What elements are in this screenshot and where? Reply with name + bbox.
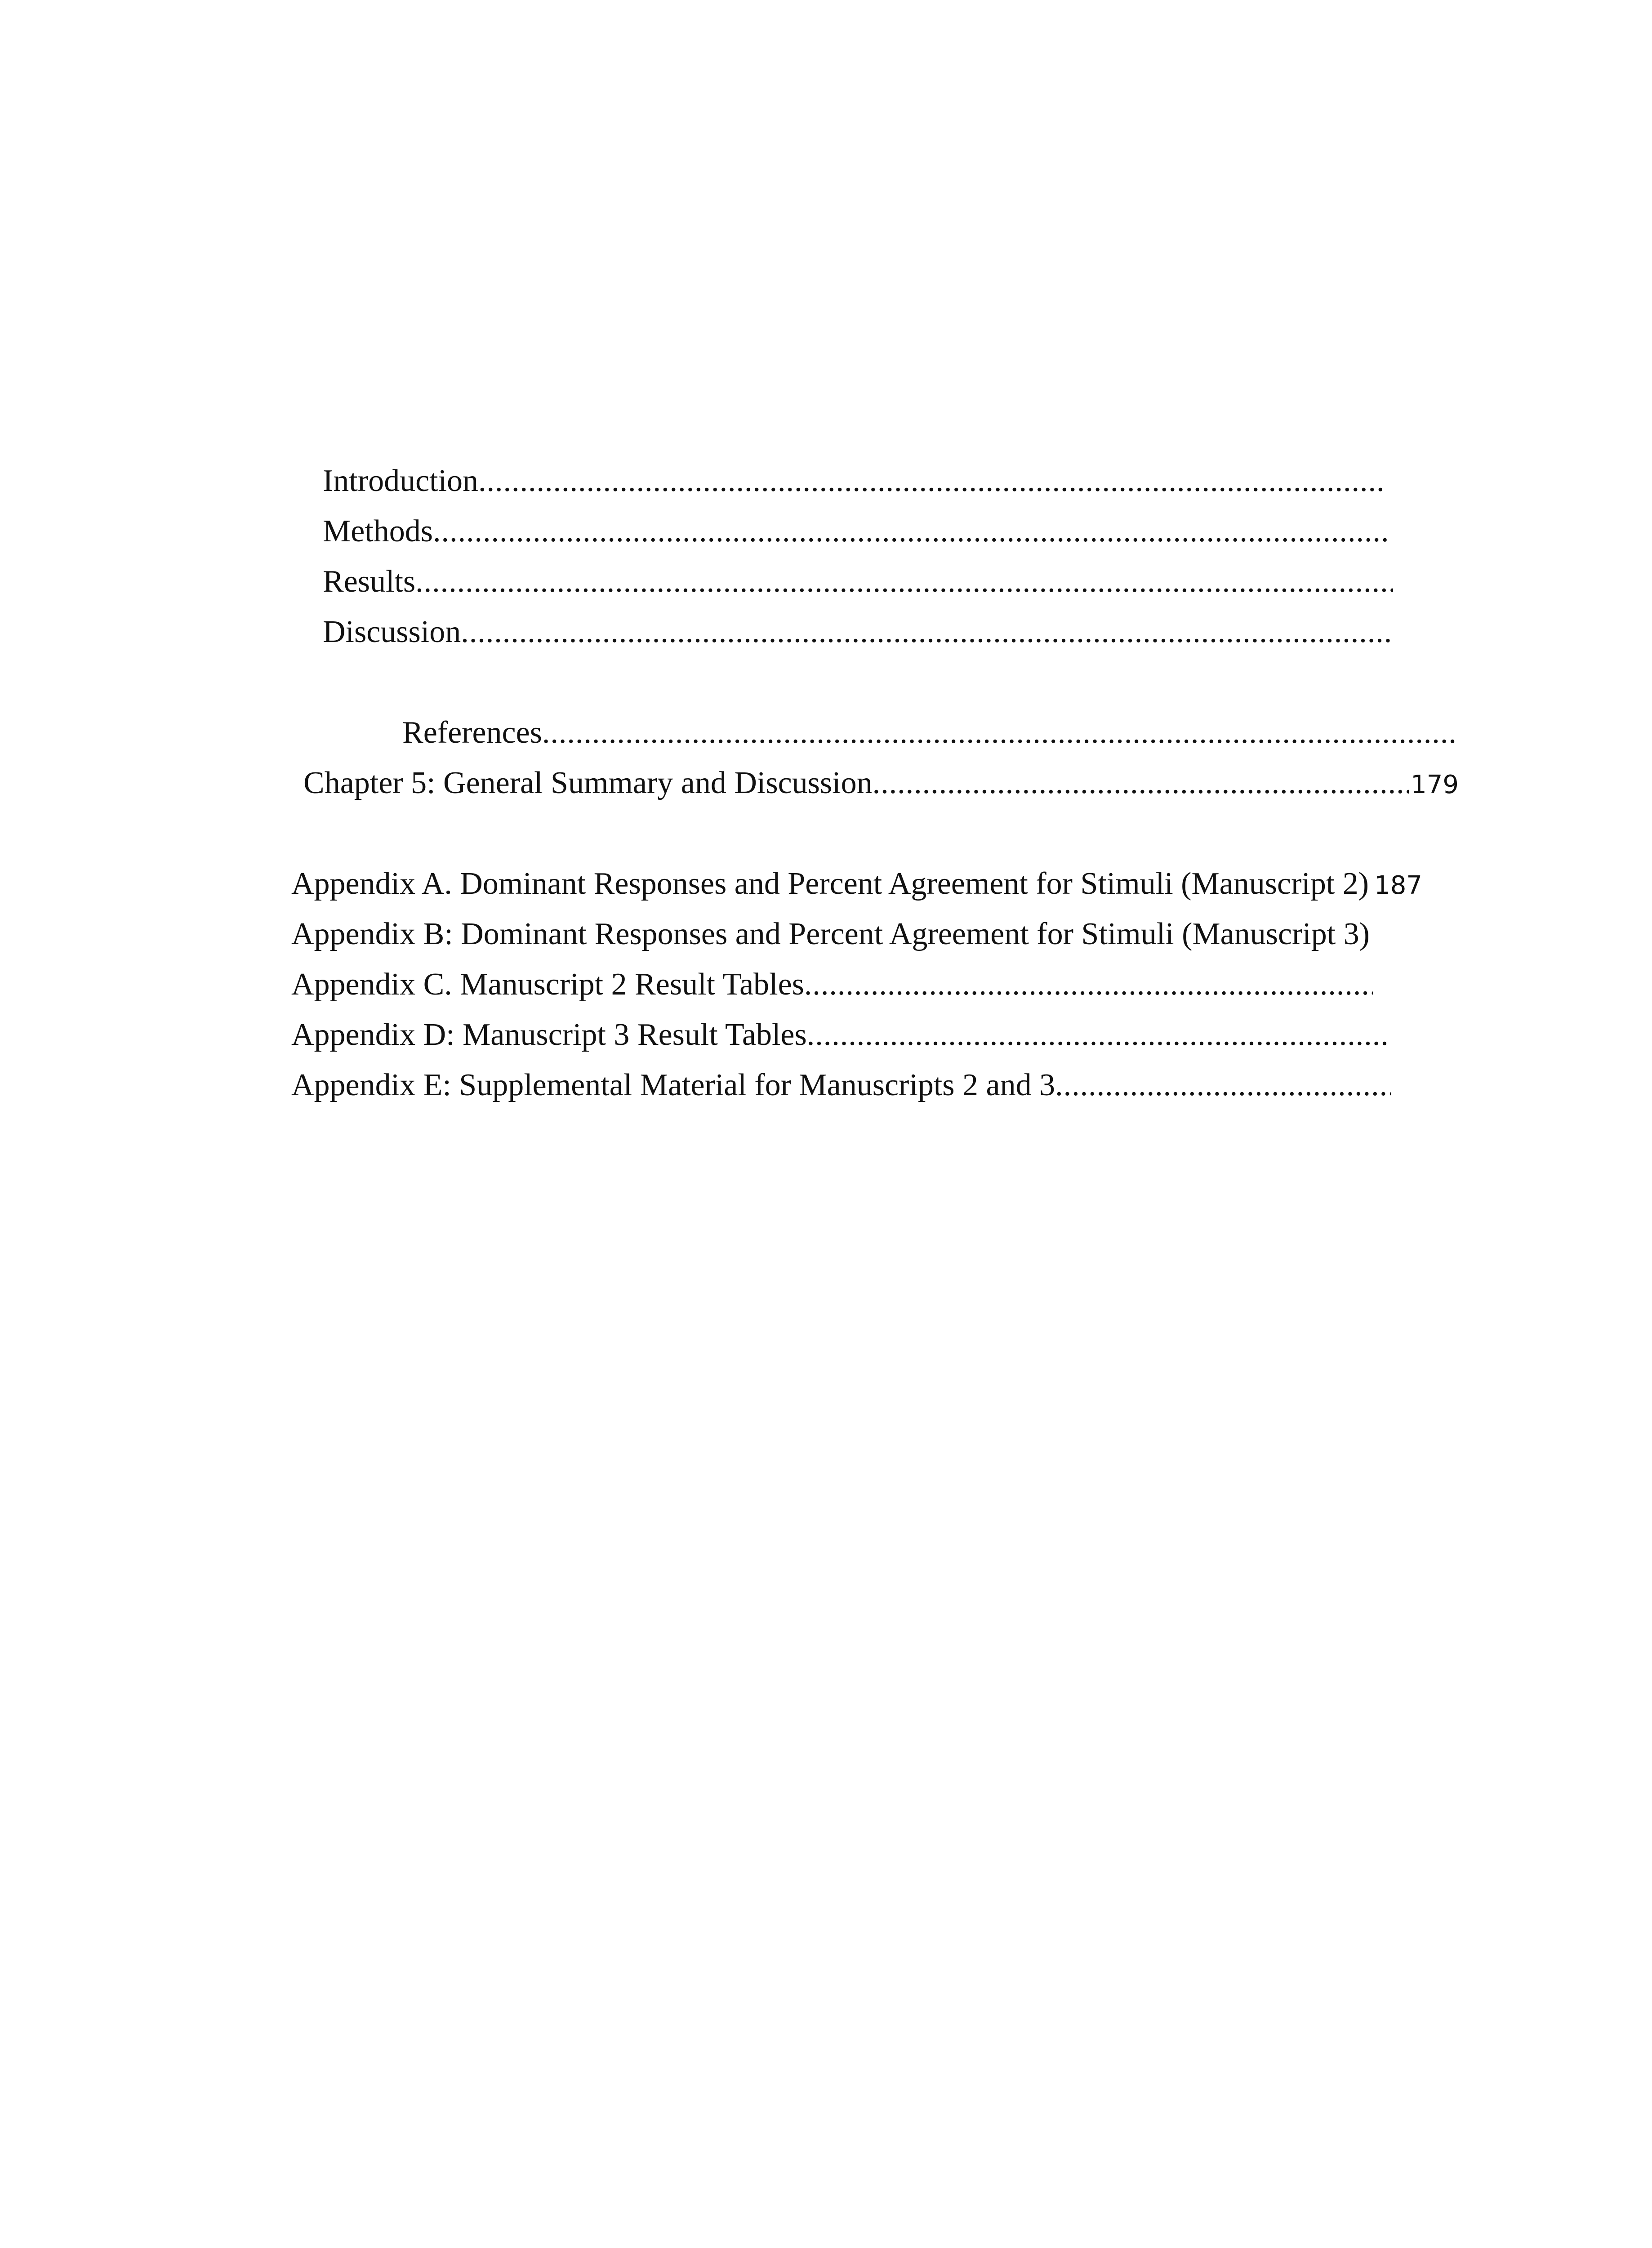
toc-page-number: 179: [1411, 770, 1459, 799]
toc-entry-discussion[interactable]: [323, 612, 1393, 652]
toc-entry-appendix-b[interactable]: [291, 914, 1393, 955]
toc-page-number: 187: [1374, 871, 1422, 900]
dot-leader: [807, 1015, 1391, 1055]
toc-entry-label: Appendix A. Dominant Responses and Percent Agreement for Stimuli (Manuscript 2): [291, 866, 1369, 901]
toc-entry-chapter-5[interactable]: [303, 763, 1459, 803]
toc-entry-label: Appendix E: Supplemental Material for Manuscripts 2 and 3: [291, 1068, 1055, 1102]
toc-entry-label: References: [402, 715, 542, 750]
toc-entry-appendix-d[interactable]: [291, 1015, 1393, 1055]
dot-leader: [415, 562, 1393, 602]
toc-entry-label: Discussion: [323, 615, 461, 649]
toc-entry-references[interactable]: [402, 713, 1459, 753]
dot-leader: [461, 612, 1391, 652]
toc-entry-label: Introduction: [323, 464, 479, 498]
dot-leader: [542, 713, 1457, 753]
dot-leader: [1055, 1065, 1391, 1106]
toc-entry-label: Methods: [323, 514, 433, 549]
dot-leader: [433, 511, 1391, 552]
toc-entry-appendix-c[interactable]: [291, 964, 1375, 1005]
toc-entry-label: Chapter 5: General Summary and Discussion: [303, 766, 873, 800]
toc-entry-results[interactable]: [323, 562, 1395, 602]
toc-entry-methods[interactable]: [323, 511, 1393, 552]
dot-leader: [804, 964, 1373, 1005]
dot-leader: [873, 763, 1409, 803]
toc-entry-label: Results: [323, 564, 416, 599]
toc-entry-label: Appendix C. Manuscript 2 Result Tables: [291, 967, 804, 1002]
toc-entry-label: Appendix B: Dominant Responses and Percent Agreement for Stimuli (Manuscript 3): [291, 917, 1370, 951]
dot-leader: [478, 461, 1384, 501]
toc-entry-appendix-a[interactable]: [291, 864, 1444, 904]
toc-entry-appendix-e[interactable]: [291, 1065, 1393, 1106]
toc-entry-introduction[interactable]: [323, 461, 1386, 501]
toc-entry-label: Appendix D: Manuscript 3 Result Tables: [291, 1017, 807, 1052]
